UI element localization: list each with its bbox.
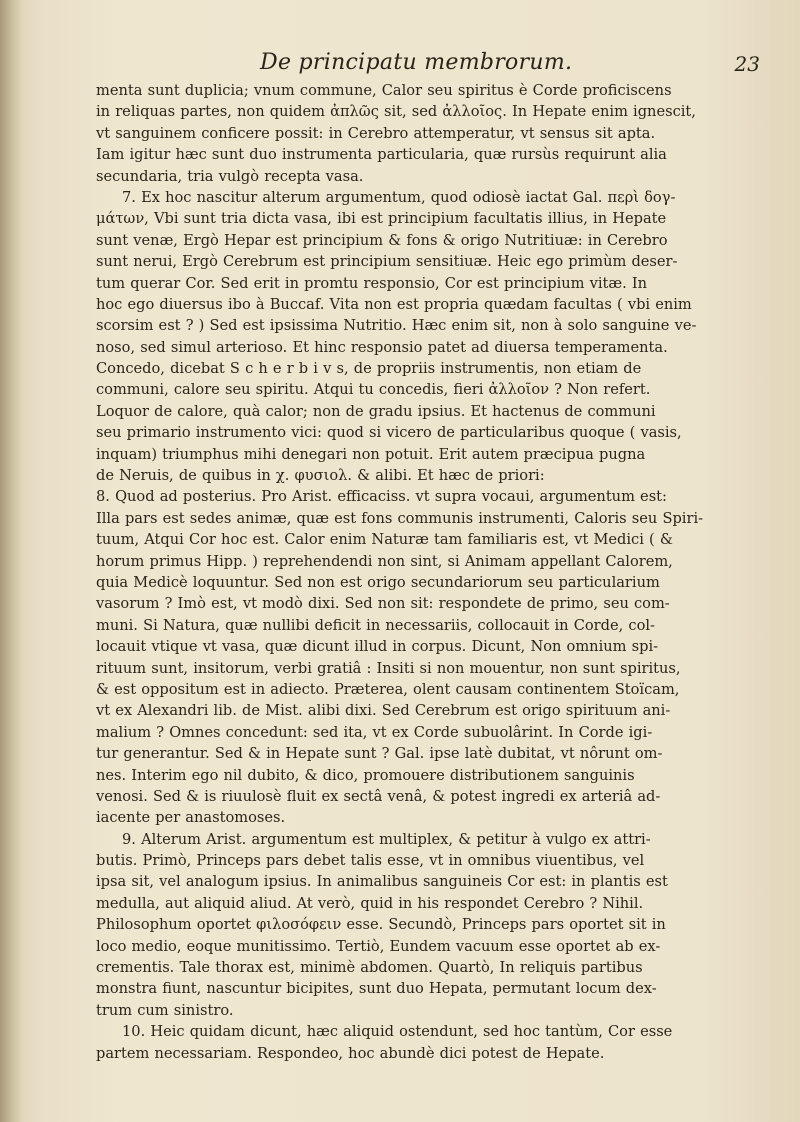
paragraph — [96, 486, 756, 828]
text-line: vt sanguinem conficere possit: in Cerebro attemperatur, vt sensus sit apta. — [96, 124, 656, 142]
text-line: trum cum sinistro. — [96, 1001, 234, 1019]
text-line: 8. Quod ad posterius. Pro Arist. efficaciss. vt supra vocaui, argumentum est: — [96, 488, 667, 506]
paragraph — [96, 80, 756, 187]
text-line: horum primus Hipp. ) reprehendendi non sint, si Animam appellant Calorem, — [96, 552, 673, 570]
text-line: sunt nerui, Ergò Cerebrum est principium sensitiuæ. Heic ego primùm deser- — [96, 253, 678, 271]
body-text — [96, 80, 756, 1064]
text-line: de Neruis, de quibus in χ. φυσιολ. & alibi. Et hæc de priori: — [96, 467, 545, 485]
page-number: 23 — [734, 52, 760, 76]
text-line: locauit vtique vt vasa, quæ dicunt illud in corpus. Dicunt, Non omnium spi- — [96, 638, 659, 656]
paragraph — [96, 1021, 756, 1064]
text-line: Concedo, dicebat S c h e r b i v s, de propriis instrumentis, non etiam de — [96, 360, 642, 378]
page-header — [80, 50, 760, 84]
running-title: De principatu membrorum. — [260, 50, 573, 75]
text-line: tuum, Atqui Cor hoc est. Calor enim Naturæ tam familiaris est, vt Medici ( & — [96, 531, 673, 549]
text-line: tur generantur. Sed & in Hepate sunt ? Gal. ipse latè dubitat, vt nôrunt om- — [96, 745, 663, 763]
text-line: ipsa sit, vel analogum ipsius. In animalibus sanguineis Cor est: in plantis est — [96, 873, 668, 891]
text-line: tum querar Cor. Sed erit in promtu responsio, Cor est principium vitæ. In — [96, 274, 648, 292]
text-line: 9. Alterum Arist. argumentum est multiplex, & petitur à vulgo ex attri- — [122, 830, 651, 848]
text-line: nes. Interim ego nil dubito, & dico, promouere distributionem sanguinis — [96, 766, 635, 784]
text-line: 10. Heic quidam dicunt, hæc aliquid ostendunt, sed hoc tantùm, Cor esse — [122, 1023, 673, 1041]
text-line: venosi. Sed & is riuulosè fluit ex sectâ venâ, & potest ingredi ex arteriâ ad- — [96, 787, 661, 805]
text-line: noso, sed simul arterioso. Et hinc responsio patet ad diuersa temperamenta. — [96, 338, 668, 356]
text-line: scorsim est ? ) Sed est ipsissima Nutritio. Hæc enim sit, non à solo sanguine ve- — [96, 317, 697, 335]
text-line: vt ex Alexandri lib. de Mist. alibi dixi. Sed Cerebrum est origo spirituum ani- — [96, 702, 671, 720]
text-line: & est oppositum est in adiecto. Præterea, olent causam continentem Stoïcam, — [96, 680, 680, 698]
text-line: hoc ego diuersus ibo à Buccaf. Vita non est propria quædam facultas ( vbi enim — [96, 295, 692, 313]
text-line: crementis. Tale thorax est, minimè abdomen. Quartò, In reliquis partibus — [96, 959, 643, 977]
text-line: secundaria, tria vulgò recepta vasa. — [96, 167, 364, 185]
text-line: Philosophum oportet φιλοσόφειν esse. Secundò, Princeps pars oportet sit in — [96, 916, 666, 934]
text-line: μάτων, Vbi sunt tria dicta vasa, ibi est principium facultatis illius, in Hepate — [96, 210, 667, 228]
text-line: rituum sunt, insitorum, verbi gratiâ : Insiti si non mouentur, non sunt spiritus, — [96, 659, 681, 677]
text-line: inquam) triumphus mihi denegari non potuit. Erit autem præcipua pugna — [96, 445, 646, 463]
paragraph — [96, 187, 756, 486]
text-line: Iam igitur hæc sunt duo instrumenta particularia, quæ rursùs requirunt alia — [96, 146, 667, 164]
text-line: malium ? Omnes concedunt: sed ita, vt ex Corde subuolârint. In Corde igi- — [96, 723, 653, 741]
page-gutter — [0, 0, 22, 1122]
text-line: Loquor de calore, quà calor; non de gradu ipsius. Et hactenus de communi — [96, 402, 656, 420]
text-line: iacente per anastomoses. — [96, 809, 286, 827]
text-line: menta sunt duplicia; vnum commune, Calor seu spiritus è Corde proficiscens — [96, 82, 672, 99]
text-line: loco medio, eoque munitissimo. Tertiò, Eundem vacuum esse oportet ab ex- — [96, 937, 661, 955]
text-line: communi, calore seu spiritu. Atqui tu concedis, fieri ἀλλοῖον ? Non refert. — [96, 381, 651, 399]
text-line: 7. Ex hoc nascitur alterum argumentum, quod odiosè iactat Gal. περὶ δογ- — [122, 188, 676, 206]
text-line: seu primario instrumento vici: quod si vicero de particularibus quoque ( vasis, — [96, 424, 682, 442]
text-line: butis. Primò, Princeps pars debet talis esse, vt in omnibus viuentibus, vel — [96, 852, 645, 870]
text-line: quia Medicè loquuntur. Sed non est origo secundariorum seu particularium — [96, 573, 660, 591]
text-line: muni. Si Natura, quæ nullibi deficit in necessariis, collocauit in Corde, col- — [96, 616, 655, 634]
paragraph — [96, 829, 756, 1022]
text-line: monstra fiunt, nascuntur bicipites, sunt duo Hepata, permutant locum dex- — [96, 980, 657, 998]
text-line: sunt venæ, Ergò Hepar est principium & fons & origo Nutritiuæ: in Cerebro — [96, 231, 668, 249]
text-line: partem necessariam. Respondeo, hoc abundè dici potest de Hepate. — [96, 1044, 605, 1062]
text-line: vasorum ? Imò est, vt modò dixi. Sed non sit: respondete de primo, seu com- — [96, 595, 670, 613]
text-line: Illa pars est sedes animæ, quæ est fons communis instrumenti, Caloris seu Spiri- — [96, 509, 704, 527]
text-line: in reliquas partes, non quidem ἀπλῶς sit, sed ἀλλοῖος. In Hepate enim ignescit, — [96, 103, 696, 121]
text-line: medulla, aut aliquid aliud. At verò, quid in his respondet Cerebro ? Nihil. — [96, 894, 644, 912]
